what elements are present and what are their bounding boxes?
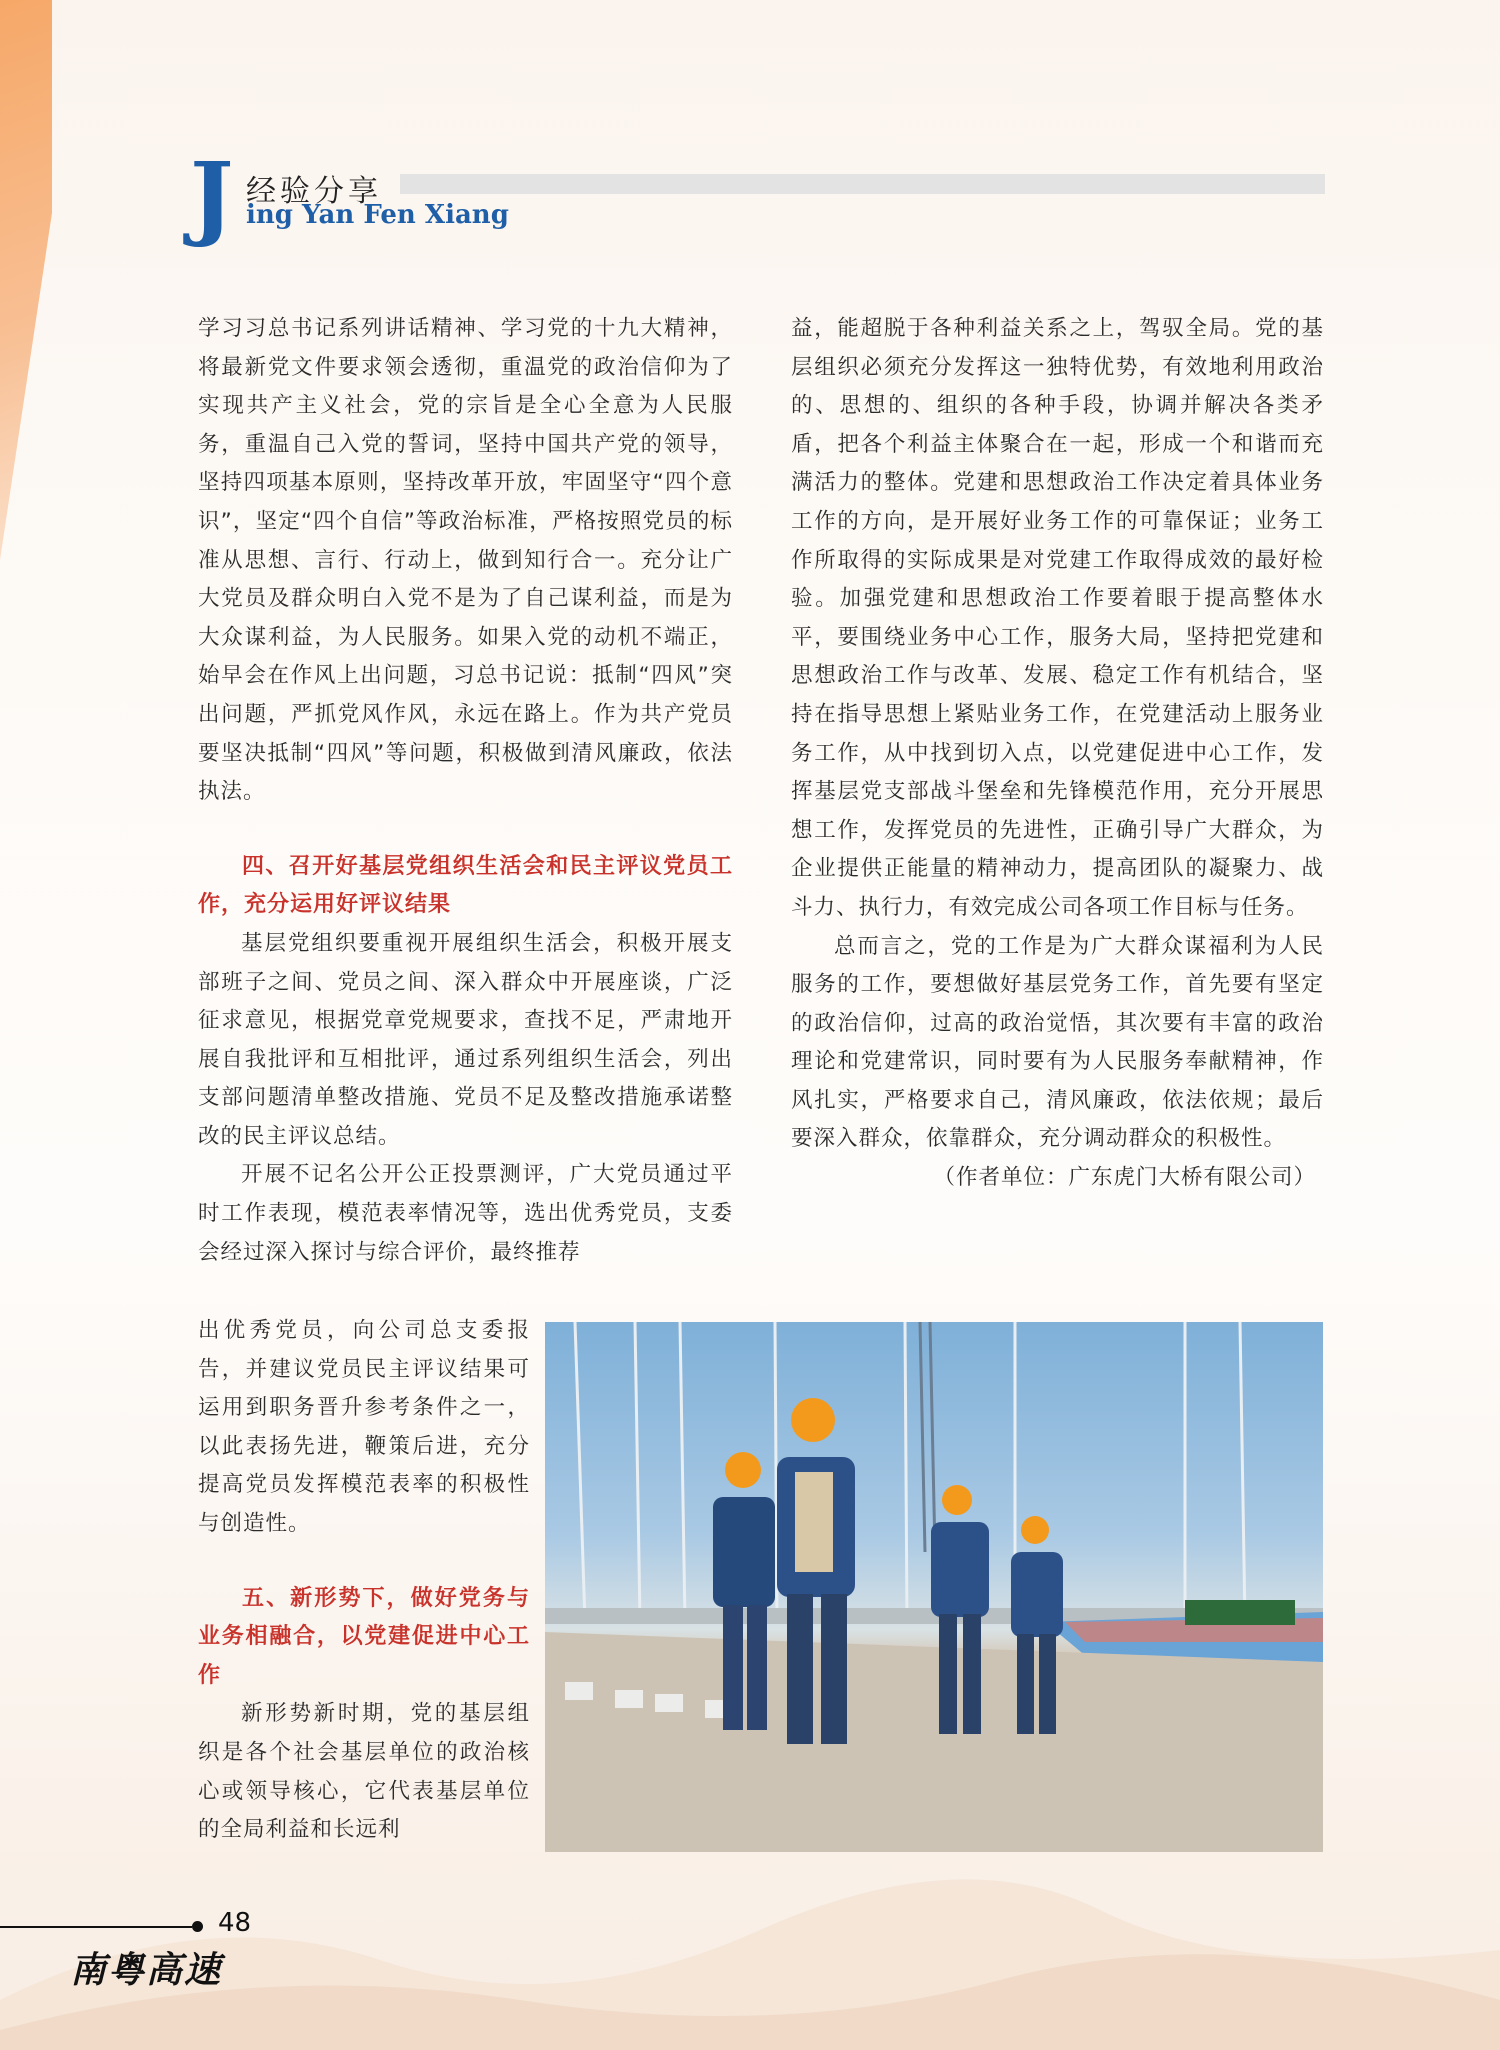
workers-photo [545,1322,1323,1852]
section-title: 经验分享 [246,174,382,209]
header-bar [400,174,1325,194]
paragraph: 开展不记名公开公正投票测评，广大党员通过平时工作表现，模范表率情况等，选出优秀党员，支委会经过深入探讨与综合评价，最终推荐 [198,1162,733,1265]
paragraph: 基层党组织要重视开展组织生活会，积极开展支部班子之间、党员之间、深入群众中开展座谈，广泛征求意见，根据党章党规要求，查找不足，严肃地开展自我批评和互相批评，通过系列组织生活会，列出支部问题清单整改措施、党员不足及整改措施承诺整改的民主评议总结。 [198,930,733,1149]
paragraph: 学习习总书记系列讲话精神、学习党的十九大精神，将最新党文件要求领会透彻，重温党的政治信仰为了实现共产主义社会，党的宗旨是全心全意为人民服务，重温自己入党的誓词，坚持中国共产党的领导，坚持四项基本原则，坚持改革开放，牢固坚守“四个意识”，坚定“四个自信”等政治标准，严格按照党员的标准从思想、言行、行动上，做到知行合一。充分让广大党员及群众明白入党不是为了自己谋利益，而是为大众谋利益，为人民服务。如果入党的动机不端正，始早会在作风上出问题，习总书记说：抵制“四风”突出问题，严抓党风作风，永远在路上。作为共产党员要坚决抵制“四风”等问题，积极做到清风廉政，依法执法。 [198,316,733,805]
author-affiliation: （作者单位：广东虎门大桥有限公司） [933,1165,1316,1191]
section-title-pinyin: ing Yan Fen Xiang [246,200,509,230]
left-column-top [198,310,733,1272]
section-gap [198,1544,530,1580]
paragraph: 新形势新时期，党的基层组织是各个社会基层单位的政治核心或领导核心，它代表基层单位的全局利益和长远利 [198,1701,530,1843]
page-number: 48 [218,1908,252,1938]
section-heading: 五、新形势下，做好党务与业务相融合，以党建促进中心工作 [198,1585,530,1688]
section-gap [198,812,733,848]
left-column-bottom [198,1312,530,1850]
magazine-logo: 南粤高速 [70,1949,223,1991]
paragraph: 出优秀党员，向公司总支委报告，并建议党员民主评议结果可运用到职务晋升参考条件之一，以此表扬先进，鞭策后进，充分提高党员发挥模范表率的积极性与创造性。 [198,1318,530,1536]
section-heading: 四、召开好基层党组织生活会和民主评议党员工作，充分运用好评议结果 [198,853,733,918]
footer-dot [192,1921,203,1932]
paragraph: 总而言之，党的工作是为广大群众谋福利为人民服务的工作，要想做好基层党务工作，首先要有坚定的政治信仰，过高的政治觉悟，其次要有丰富的政治理论和党建常识，同时要有为人民服务奉献精神，作风扎实，严格要求自己，清风廉政，依法依规；最后要深入群众，依靠群众，充分调动群众的积极性。 [791,933,1324,1152]
header-initial-letter: J [190,142,234,250]
right-column [791,310,1324,1198]
footer-rule [0,1926,192,1928]
paragraph: 益，能超脱于各种利益关系之上，驾驭全局。党的基层组织必须充分发挥这一独特优势，有效地利用政治的、思想的、组织的各种手段，协调并解决各类矛盾，把各个利益主体聚合在一起，形成一个和谐而充满活力的整体。党建和思想政治工作决定着具体业务工作的方向，是开展好业务工作的可靠保证；业务工作所取得的实际成果是对党建工作取得成效的最好检验。加强党建和思想政治工作要着眼于提高整体水平，要围绕业务中心工作，服务大局，坚持把党建和思想政治工作与改革、发展、稳定工作有机结合，坚持在指导思想上紧贴业务工作，在党建活动上服务业务工作，从中找到切入点，以党建促进中心工作，发挥基层党支部战斗堡垒和先锋模范作用，充分开展思想工作，发挥党员的先进性，正确引导广大群众，为企业提供正能量的精神动力，提高团队的凝聚力、战斗力、执行力，有效完成公司各项工作目标与任务。 [791,316,1324,920]
mountain-watermark [0,1840,1500,2050]
